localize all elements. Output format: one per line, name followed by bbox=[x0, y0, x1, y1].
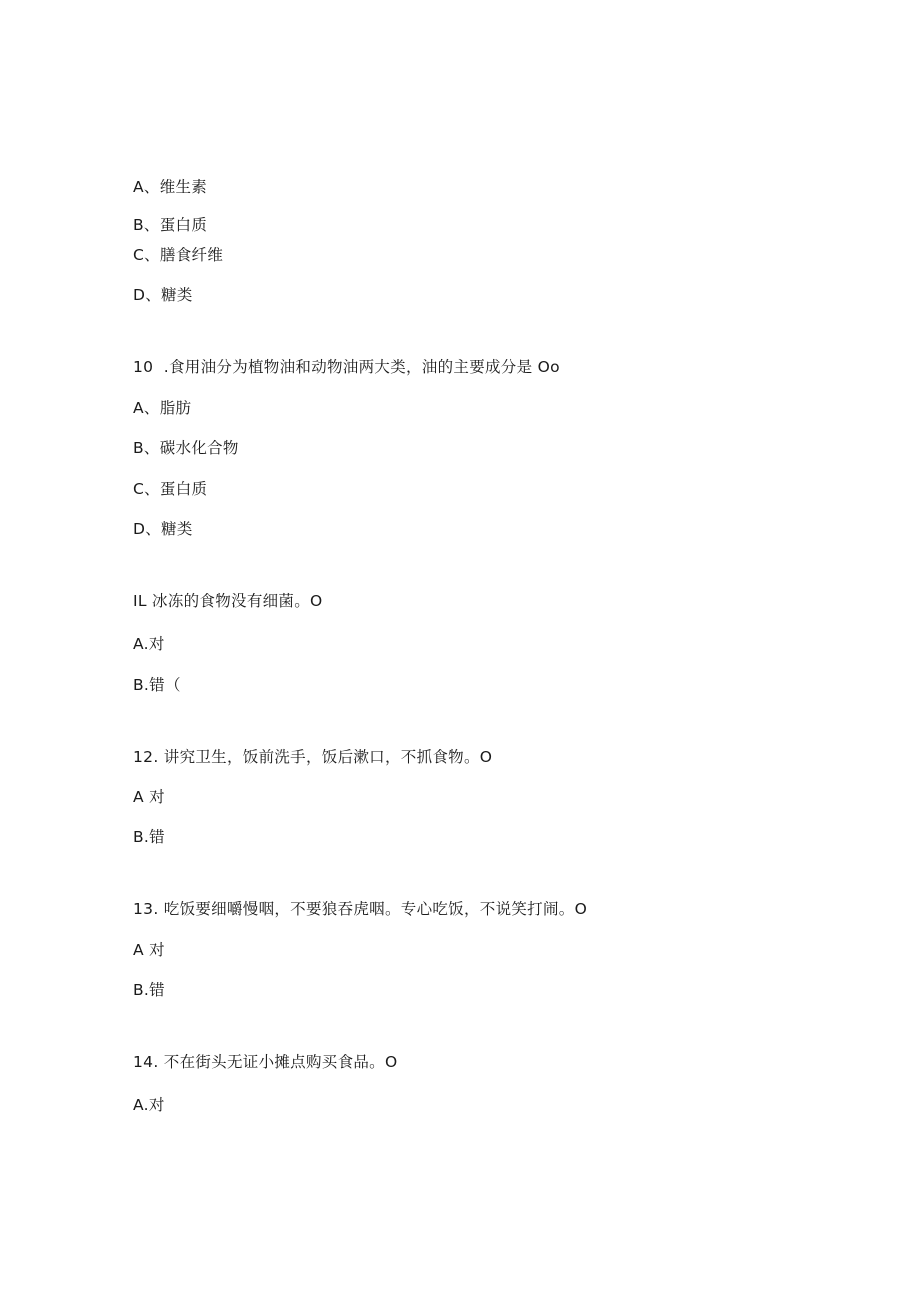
option-q10-d: D、糖类 bbox=[133, 520, 193, 538]
option-q10-a: A、脂肪 bbox=[133, 399, 192, 417]
option-q12-b: B.错 bbox=[133, 828, 165, 846]
option-q10-c: C、蛋白质 bbox=[133, 480, 208, 498]
question-14: 14. 不在街头无证小摊点购买食品。O bbox=[133, 1053, 398, 1071]
option-q14-a: A.对 bbox=[133, 1096, 165, 1114]
question-12: 12. 讲究卫生，饭前洗手，饭后漱口，不抓食物。O bbox=[133, 748, 493, 766]
question-13: 13. 吃饭要细嚼慢咽，不要狼吞虎咽。专心吃饭，不说笑打闹。O bbox=[133, 900, 588, 918]
option-q11-a: A.对 bbox=[133, 635, 165, 653]
question-11: IL 冰冻的食物没有细菌。O bbox=[133, 592, 323, 610]
option-q10-b: B、碳水化合物 bbox=[133, 439, 239, 457]
option-q12-a: A 对 bbox=[133, 788, 165, 806]
option-q13-b: B.错 bbox=[133, 981, 165, 999]
option-q9-a: A、维生素 bbox=[133, 178, 208, 196]
option-q11-b: B.错（ bbox=[133, 676, 181, 694]
option-q9-b: B、蛋白质 bbox=[133, 216, 208, 234]
option-q9-d: D、糖类 bbox=[133, 286, 193, 304]
option-q9-c: C、膳食纤维 bbox=[133, 246, 224, 264]
option-q13-a: A 对 bbox=[133, 941, 165, 959]
question-10: 10 .食用油分为植物油和动物油两大类，油的主要成分是 Oo bbox=[133, 358, 560, 376]
